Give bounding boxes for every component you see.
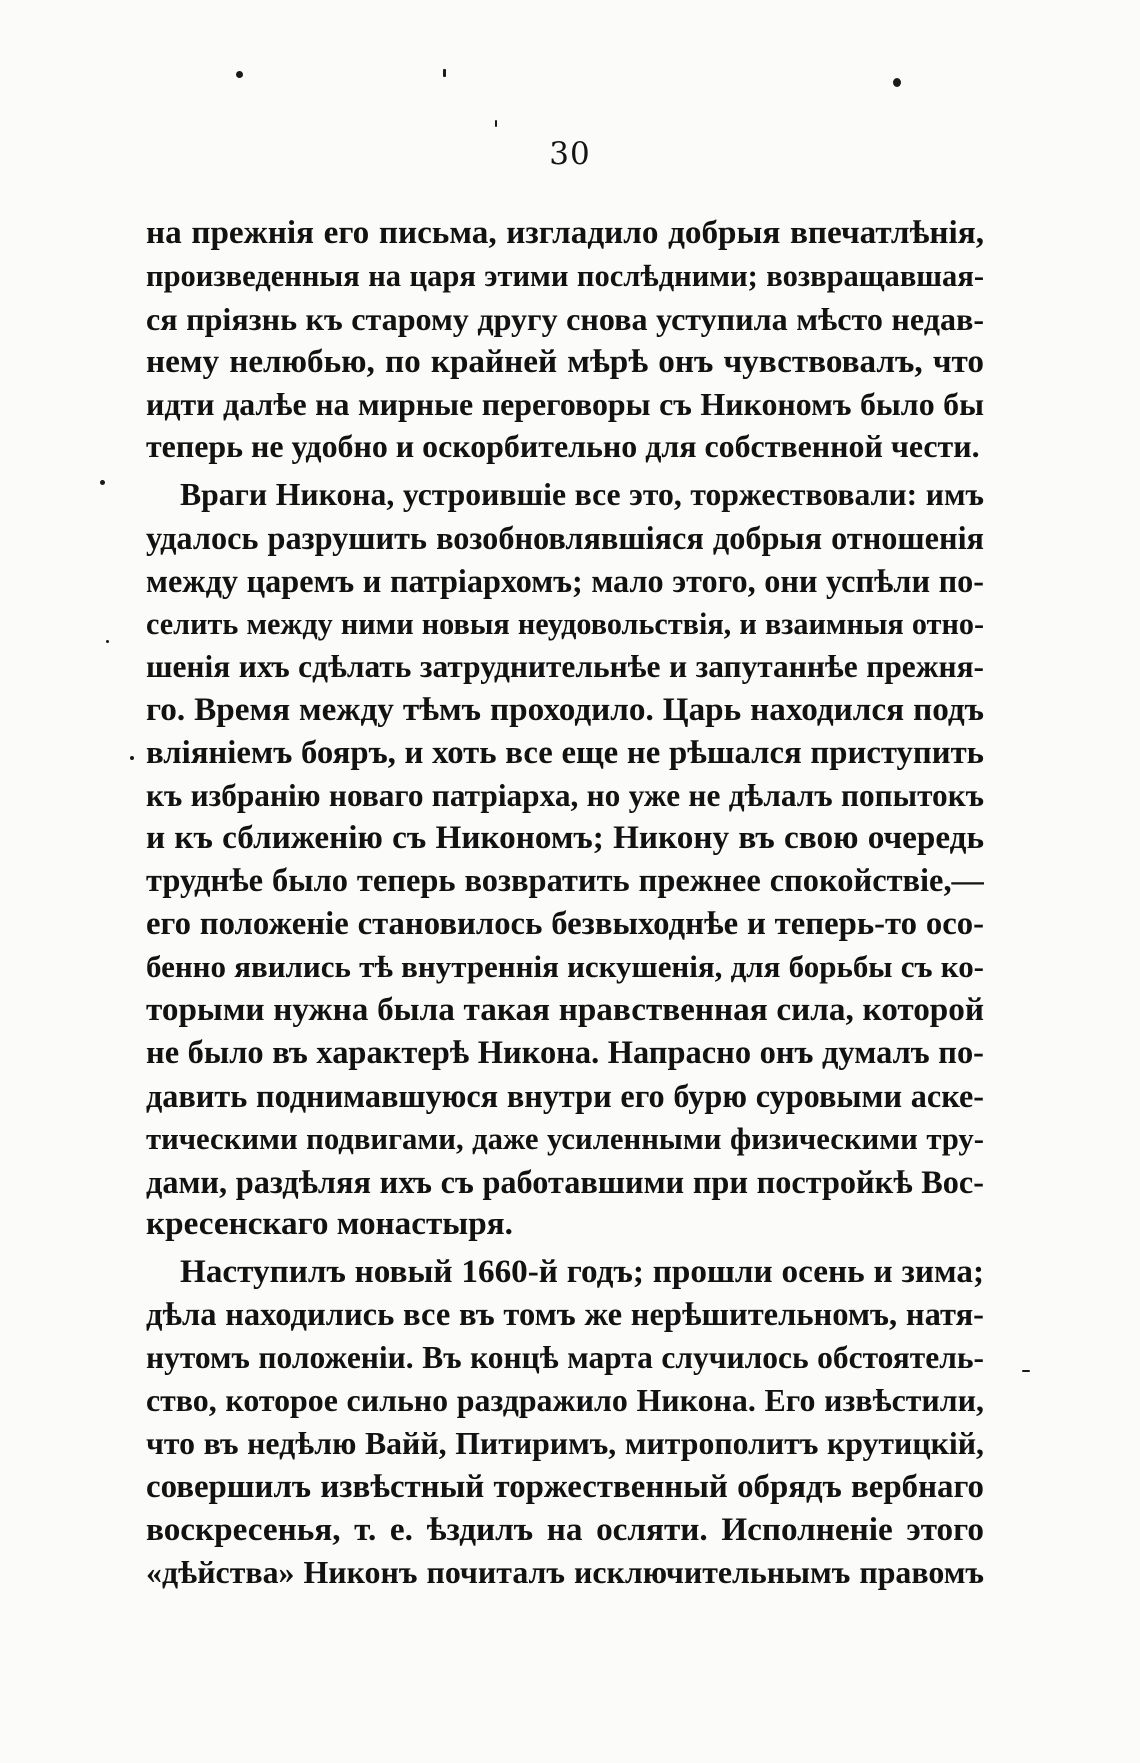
text-line: не было въ характерѣ Никона. Напрасно онъ думалъ по- bbox=[146, 1034, 984, 1071]
print-speck bbox=[1022, 1370, 1030, 1372]
page-number: 30 bbox=[549, 136, 591, 172]
text-line: воскресенья, т. е. ѣздилъ на осляти. Исполненіе этого bbox=[146, 1510, 984, 1548]
text-line: дѣла находились все въ томъ же нерѣшительномъ, натя- bbox=[146, 1297, 984, 1334]
text-line: селить между ними новыя неудовольствія, и взаимныя отно- bbox=[146, 607, 984, 642]
text-line: его положеніе становилось безвыходнѣе и теперь-то осо- bbox=[146, 906, 984, 943]
text-line: произведенныя на царя этими послѣдними; возвращавшая- bbox=[146, 258, 984, 293]
text-line: давить поднимавшуюся внутри его бурю суровыми аске- bbox=[146, 1077, 984, 1114]
text-line: совершилъ извѣстный торжественный обрядъ вербнаго bbox=[146, 1468, 984, 1505]
text-line: дами, раздѣляя ихъ съ работавшими при постройкѣ Вос- bbox=[146, 1163, 984, 1200]
text-line: кресенскаго монастыря. bbox=[146, 1205, 513, 1243]
paragraph bbox=[146, 474, 984, 1246]
text-line: шенія ихъ сдѣлать затруднительнѣе и запутаннѣе прежня- bbox=[146, 648, 984, 684]
body-text bbox=[146, 212, 984, 1595]
text-line: теперь не удобно и оскорбительно для собственной чести. bbox=[146, 429, 980, 465]
text-line: къ избранію новаго патріарха, но уже не дѣлалъ попытокъ bbox=[146, 777, 984, 813]
text-line: тическими подвигами, даже усиленными физическими тру- bbox=[146, 1121, 984, 1156]
print-speck bbox=[106, 640, 109, 643]
print-speck bbox=[100, 480, 105, 485]
text-line: и къ сближенію съ Никономъ; Никону въ свою очередь bbox=[146, 819, 984, 857]
text-line: труднѣе было теперь возвратить прежнее спокойствіе,— bbox=[146, 863, 984, 900]
text-line: на прежнія его письма, изгладило добрыя впечатлѣнія, bbox=[146, 214, 984, 251]
print-speck bbox=[495, 120, 497, 127]
print-speck bbox=[893, 78, 901, 87]
print-speck bbox=[443, 69, 446, 77]
text-line: ся пріязнь къ старому другу снова уступила мѣсто недав- bbox=[146, 300, 984, 337]
text-line: что въ недѣлю Вайй, Питиримъ, митрополитъ крутицкій, bbox=[146, 1425, 984, 1461]
print-speck bbox=[130, 756, 134, 760]
text-line: бенно явились тѣ внутреннія искушенія, для борьбы съ ко- bbox=[146, 949, 984, 985]
text-line: ство, которое сильно раздражило Никона. Его извѣстили, bbox=[146, 1383, 984, 1419]
paragraph bbox=[146, 212, 984, 469]
text-line: между царемъ и патріархомъ; мало этого, они успѣли по- bbox=[146, 563, 984, 600]
text-line: «дѣйства» Никонъ почиталъ исключительнымъ правомъ bbox=[146, 1554, 984, 1590]
print-speck bbox=[236, 71, 243, 78]
text-line: Враги Никона, устроившіе все это, торжествовали: имъ bbox=[180, 477, 984, 513]
text-line: идти далѣе на мирные переговоры съ Никономъ было бы bbox=[146, 386, 984, 422]
text-line: го. Время между тѣмъ проходило. Царь находился подъ bbox=[146, 690, 984, 728]
text-line: нему нелюбью, по крайней мѣрѣ онъ чувствовалъ, что bbox=[146, 342, 984, 380]
text-line: удалось разрушить возобновлявшіяся добрыя отношенія bbox=[146, 520, 984, 557]
text-line: нутомъ положеніи. Въ концѣ марта случилось обстоятель- bbox=[146, 1340, 984, 1376]
text-line: вліяніемъ бояръ, и хоть все еще не рѣшался приступить bbox=[146, 734, 984, 771]
text-line: торыми нужна была такая нравственная сила, которой bbox=[146, 991, 984, 1029]
text-line: Наступилъ новый 1660-й годъ; прошли осень и зима; bbox=[180, 1253, 984, 1291]
paragraph bbox=[146, 1251, 984, 1594]
